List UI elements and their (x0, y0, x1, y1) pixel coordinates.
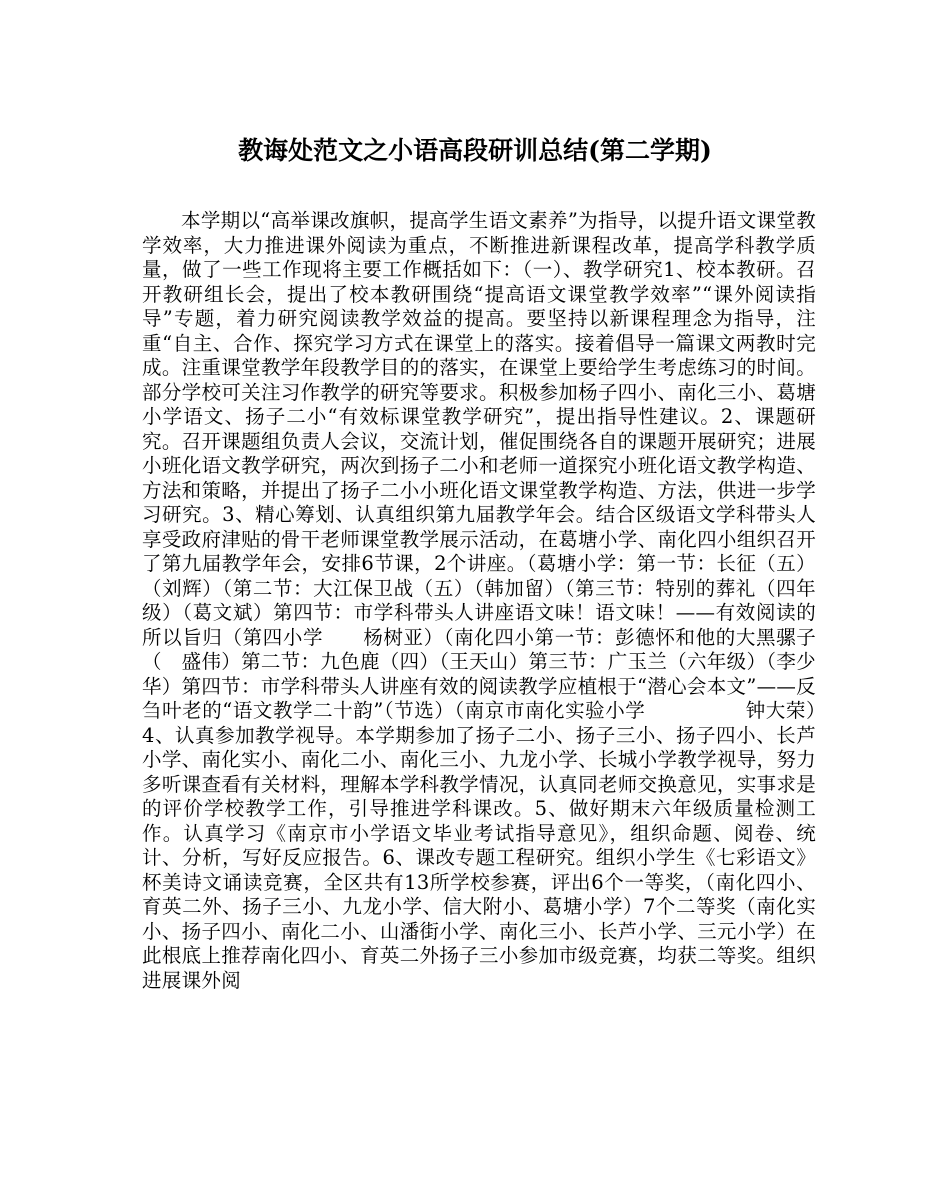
document-title: 教诲处范文之小语高段研训总结(第二学期) (238, 136, 712, 165)
document-body-paragraph: 本学期以“高举课改旗帜，提高学生语文素养”为指导，以提升语文课堂教学效率，大力推进课外阅读为重点，不断推进新课程改革，提高学科教学质量，做了一些工作现将主要工作概括如下：（一）、教学研究1、校本教研。召开教研组长会，提出了校本教研围绕“提高语文课堂教学效率”“课外阅读指导”专题，着力研究阅读教学效益的提高。要坚持以新课程理念为指导，注重“自主、合作、探究学习方式在课堂上的落实。接着倡导一篇课文两教时完成。注重课堂教学年段教学目的的落实，在课堂上要给学生考虑练习的时间。部分学校可关注习作教学的研究等要求。积极参加杨子四小、南化三小、葛塘小学语文、扬子二小“有效标课堂教学研究”，提出指导性建议。2、课题研究。召开课题组负责人会议，交流计划，催促围绕各自的课题开展研究；进展小班化语文教学研究，两次到扬子二小和老师一道探究小班化语文教学构造、方法和策略，并提出了扬子二小小班化语文课堂教学构造、方法，供进一步学习研究。3、精心筹划、认真组织第九届教学年会。结合区级语文学科带头人享受政府津贴的骨干老师课堂教学展示活动，在葛塘小学、南化四小组织召开了第九届教学年会，安排6节课，2个讲座。（葛塘小学：第一节：长征（五）（刘辉）（第二节：大江保卫战（五）（韩加留）（第三节：特别的葬礼（四年级）（葛文斌）第四节：市学科带头人讲座语文味！语文味！——有效阅读的所以旨归（第四小学 杨树亚）（南化四小第一节：彭德怀和他的大黑骡子（ 盛伟）第二节：九色鹿（四）（王天山）第三节：广玉兰（六年级）（李少华）第四节：市学科带头人讲座有效的阅读教学应植根于“潜心会本文”——反刍叶老的“语文教学二十韵”（节选）（南京市南化实验小学 钟大荣）4、认真参加教学视导。本学期参加了扬子二小、扬子三小、扬子四小、长芦小学、南化实小、南化二小、南化三小、九龙小学、长城小学教学视导，努力多听课查看有关材料，理解本学科教学情况，认真同老师交换意见，实事求是的评价学校教学工作，引导推进学科课改。5、做好期末六年级质量检测工作。认真学习《南京市小学语文毕业考试指导意见》，组织命题、阅卷、统计、分析，写好反应报告。6、课改专题工程研究。组织小学生《七彩语文》杯美诗文诵读竞赛，全区共有13所学校参赛，评出6个一等奖，（南化四小、育英二外、扬子三小、九龙小学、信大附小、葛塘小学）7个二等奖（南化实小、扬子四小、南化二小、山潘街小学、南化三小、长芦小学、三元小学）在此根底上推荐南化四小、育英二外扬子三小参加市级竞赛，均获二等奖。组织进展课外阅 (142, 209, 816, 992)
